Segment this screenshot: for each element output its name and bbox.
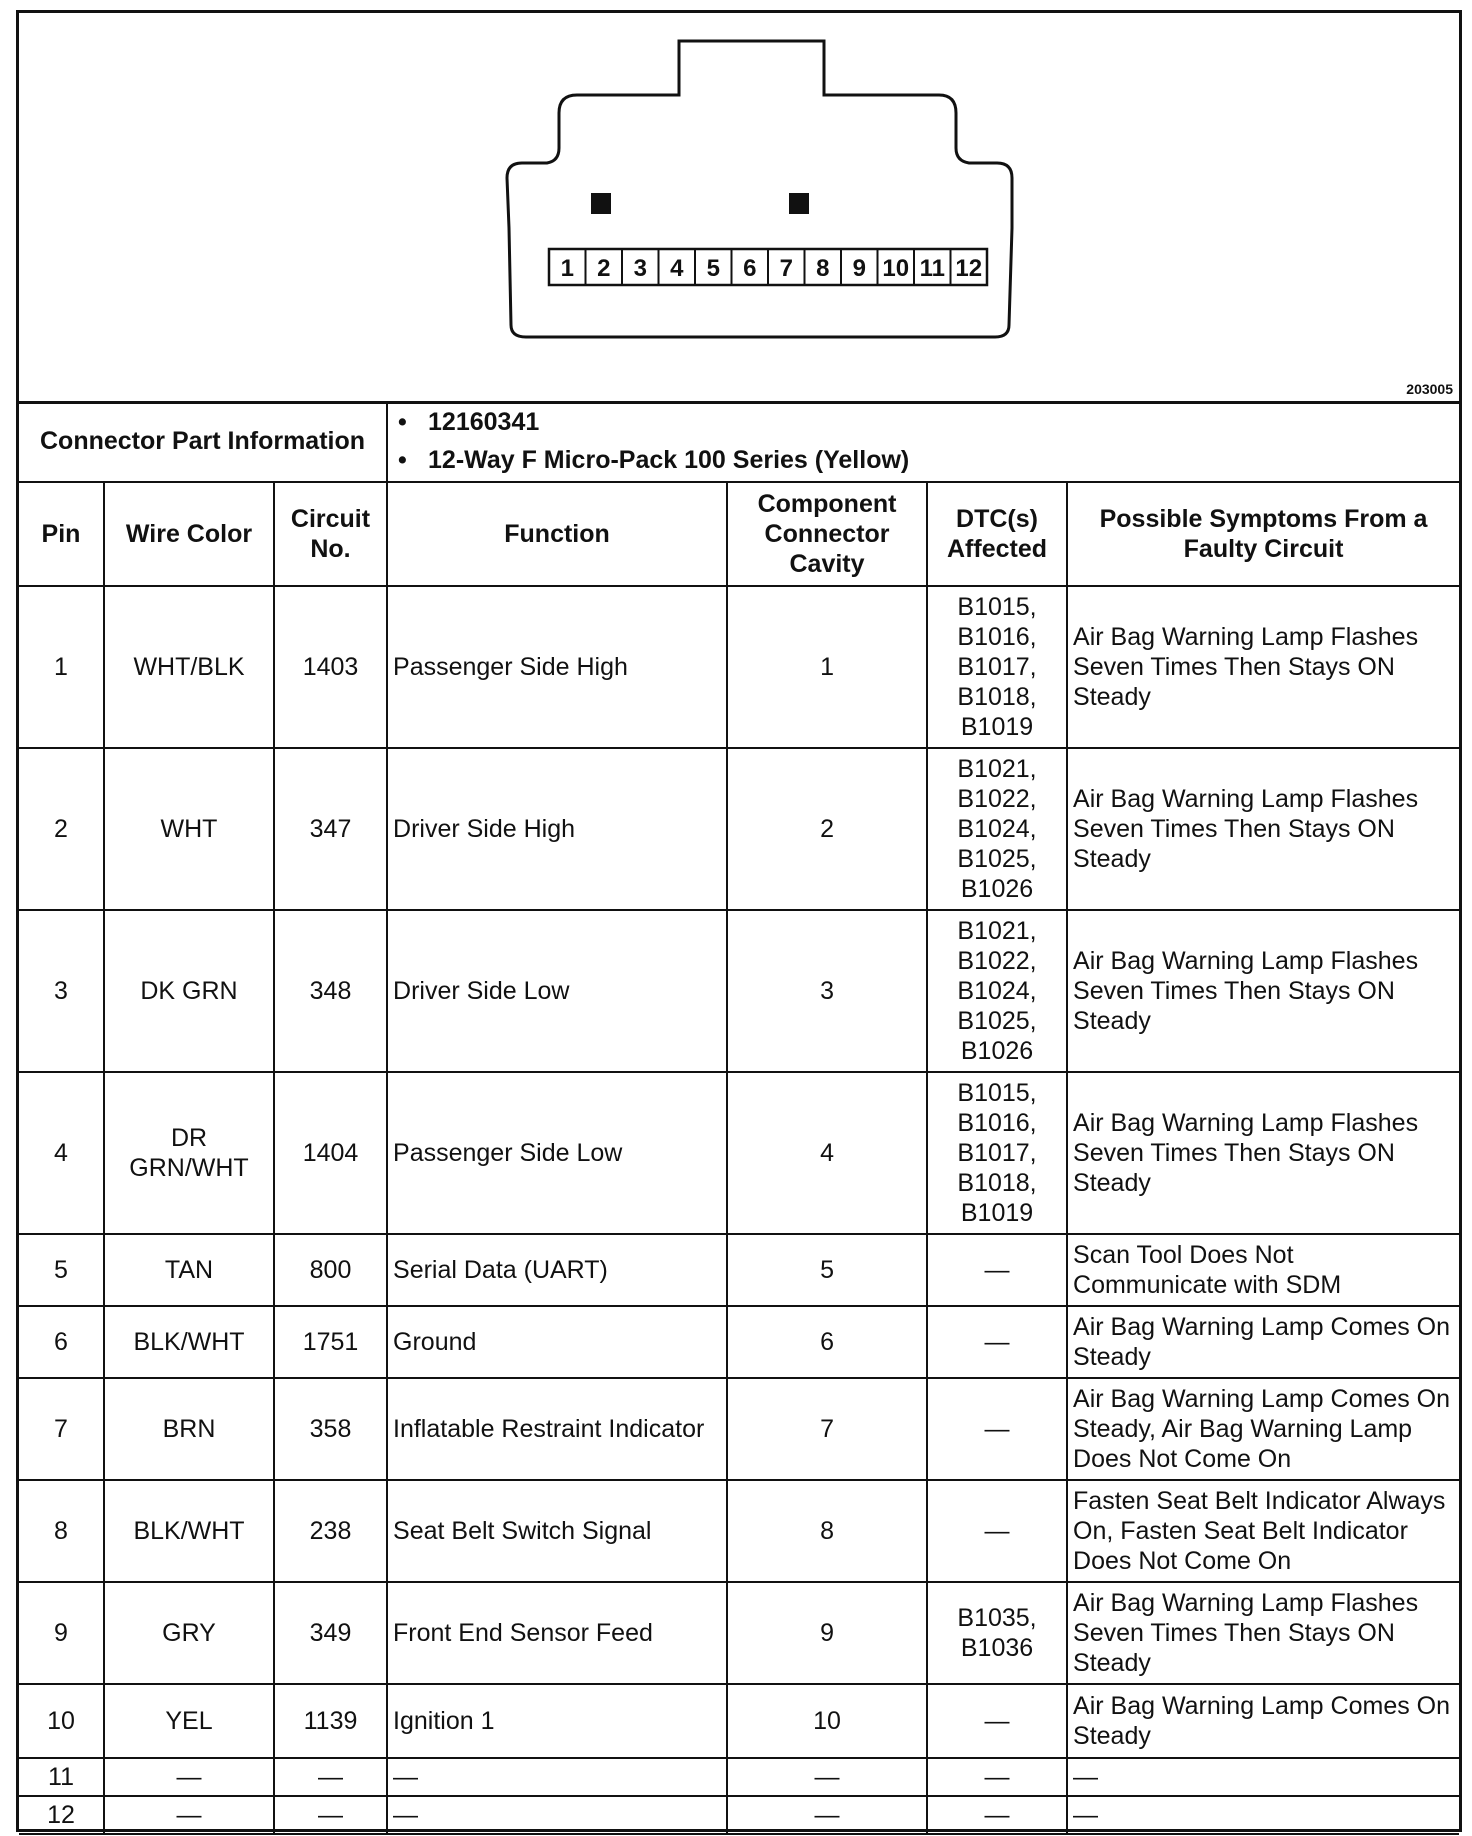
symptom-cell: Air Bag Warning Lamp Comes On Steady [1067, 1684, 1459, 1758]
pin-number-label: 10 [882, 255, 910, 282]
function-cell: Inflatable Restraint Indicator [387, 1378, 727, 1480]
circuit-no-cell: 800 [274, 1234, 387, 1306]
table-row [19, 1582, 1459, 1684]
dtc-cell: — [927, 1796, 1067, 1834]
polarization-key-left [591, 193, 611, 214]
circuit-no-cell: 1403 [274, 586, 387, 748]
wire-color-cell: — [104, 1758, 274, 1796]
header-dtc: DTC(s) Affected [927, 482, 1067, 586]
symptom-cell: Fasten Seat Belt Indicator Always On, Fasten Seat Belt Indicator Does Not Come On [1067, 1480, 1459, 1582]
pin-number-label: 11 [919, 255, 945, 282]
table-row [19, 1234, 1459, 1306]
pin-number-label: 2 [597, 255, 611, 282]
dtc-cell: B1021, B1022, B1024, B1025, B1026 [927, 910, 1067, 1072]
pin-cell-value: 7 [19, 1378, 104, 1480]
pin-cell-value: 8 [19, 1480, 104, 1582]
function-cell: Passenger Side High [387, 586, 727, 748]
cavity-cell: 5 [727, 1234, 927, 1306]
function-cell: Ground [387, 1306, 727, 1378]
cavity-cell: 10 [727, 1684, 927, 1758]
table-row [19, 1072, 1459, 1234]
dtc-cell: B1035, B1036 [927, 1582, 1067, 1684]
circuit-no-cell: 1751 [274, 1306, 387, 1378]
symptom-cell: — [1067, 1758, 1459, 1796]
pin-cell-value: 9 [19, 1582, 104, 1684]
polarization-key-right [789, 193, 809, 214]
function-cell: — [387, 1796, 727, 1834]
pin-number-label: 1 [560, 255, 574, 282]
table-row [19, 748, 1459, 910]
table-row [19, 910, 1459, 1072]
cavity-cell: — [727, 1796, 927, 1834]
wire-color-cell: TAN [104, 1234, 274, 1306]
header-function: Function [387, 482, 727, 586]
header-symptoms: Possible Symptoms From a Faulty Circuit [1067, 482, 1459, 586]
cavity-cell: 1 [727, 586, 927, 748]
cavity-cell: 9 [727, 1582, 927, 1684]
header-circuit-no: Circuit No. [274, 482, 387, 586]
connector-diagram [19, 13, 1459, 404]
dtc-cell: — [927, 1378, 1067, 1480]
pin-cell-value: 2 [19, 748, 104, 910]
symptom-cell: Air Bag Warning Lamp Flashes Seven Times Then Stays ON Steady [1067, 910, 1459, 1072]
function-cell: Front End Sensor Feed [387, 1582, 727, 1684]
table-row [19, 1480, 1459, 1582]
function-cell: Seat Belt Switch Signal [387, 1480, 727, 1582]
pin-number-label: 9 [852, 255, 866, 282]
header-pin: Pin [19, 482, 104, 586]
pin-cell-value: 1 [19, 586, 104, 748]
wire-color-cell: DR GRN/WHT [104, 1072, 274, 1234]
wire-color-cell: BRN [104, 1378, 274, 1480]
symptom-cell: Air Bag Warning Lamp Flashes Seven Times Then Stays ON Steady [1067, 586, 1459, 748]
circuit-no-cell: — [274, 1796, 387, 1834]
circuit-no-cell: 358 [274, 1378, 387, 1480]
pin-number-label: 5 [706, 255, 720, 282]
symptom-cell: Air Bag Warning Lamp Flashes Seven Times Then Stays ON Steady [1067, 748, 1459, 910]
pin-cell-value: 3 [19, 910, 104, 1072]
pin-cell-value: 11 [19, 1758, 104, 1796]
wire-color-cell: YEL [104, 1684, 274, 1758]
part-number: • 12160341 [428, 403, 1454, 441]
wire-color-cell: BLK/WHT [104, 1306, 274, 1378]
circuit-no-cell: 348 [274, 910, 387, 1072]
table-row [19, 586, 1459, 748]
symptom-cell: Scan Tool Does Not Communicate with SDM [1067, 1234, 1459, 1306]
pin-number-label: 8 [816, 255, 830, 282]
part-info-label: Connector Part Information [19, 401, 387, 482]
pin-cell-value: 10 [19, 1684, 104, 1758]
circuit-no-cell: 1404 [274, 1072, 387, 1234]
cavity-cell: 8 [727, 1480, 927, 1582]
wire-color-cell: BLK/WHT [104, 1480, 274, 1582]
wire-color-cell: GRY [104, 1582, 274, 1684]
function-cell: Serial Data (UART) [387, 1234, 727, 1306]
symptom-cell: Air Bag Warning Lamp Comes On Steady, Air Bag Warning Lamp Does Not Come On [1067, 1378, 1459, 1480]
function-cell: Ignition 1 [387, 1684, 727, 1758]
connector-body-outline [507, 41, 1012, 337]
cavity-cell: 2 [727, 748, 927, 910]
cavity-cell: 3 [727, 910, 927, 1072]
dtc-cell: — [927, 1234, 1067, 1306]
function-cell: — [387, 1758, 727, 1796]
pin-cell-value: 4 [19, 1072, 104, 1234]
pin-strip [549, 249, 987, 285]
symptom-cell: Air Bag Warning Lamp Flashes Seven Times Then Stays ON Steady [1067, 1582, 1459, 1684]
symptom-cell: Air Bag Warning Lamp Flashes Seven Times Then Stays ON Steady [1067, 1072, 1459, 1234]
function-cell: Driver Side Low [387, 910, 727, 1072]
wire-color-cell: DK GRN [104, 910, 274, 1072]
function-cell: Passenger Side Low [387, 1072, 727, 1234]
table-row [19, 1758, 1459, 1796]
pin-number-label: 12 [955, 255, 983, 282]
circuit-no-cell: 347 [274, 748, 387, 910]
column-header-row [19, 482, 1459, 586]
connector-sheet [16, 10, 1462, 1832]
dtc-cell: B1015, B1016, B1017, B1018, B1019 [927, 1072, 1067, 1234]
cavity-cell: — [727, 1758, 927, 1796]
pin-number-label: 6 [743, 255, 757, 282]
pin-cell-value: 6 [19, 1306, 104, 1378]
wire-color-cell: — [104, 1796, 274, 1834]
dtc-cell: — [927, 1306, 1067, 1378]
connector-type: • 12-Way F Micro-Pack 100 Series (Yellow) [428, 441, 1454, 479]
dtc-cell: B1021, B1022, B1024, B1025, B1026 [927, 748, 1067, 910]
cavity-cell: 6 [727, 1306, 927, 1378]
table-row [19, 1796, 1459, 1834]
dtc-cell: — [927, 1758, 1067, 1796]
pin-number-label: 7 [779, 255, 793, 282]
wire-color-cell: WHT/BLK [104, 586, 274, 748]
pin-cell-value: 12 [19, 1796, 104, 1834]
part-info-values [387, 401, 1459, 482]
circuit-no-cell: 349 [274, 1582, 387, 1684]
symptom-cell: Air Bag Warning Lamp Comes On Steady [1067, 1306, 1459, 1378]
table-row [19, 1684, 1459, 1758]
circuit-no-cell: 1139 [274, 1684, 387, 1758]
header-cavity: Component Connector Cavity [727, 482, 927, 586]
pinout-table [19, 401, 1459, 1835]
table-row [19, 1378, 1459, 1480]
pin-cell-value: 5 [19, 1234, 104, 1306]
function-cell: Driver Side High [387, 748, 727, 910]
connector-face-drawing [19, 13, 1459, 401]
circuit-no-cell: 238 [274, 1480, 387, 1582]
pin-number-label: 4 [670, 255, 684, 282]
dtc-cell: — [927, 1480, 1067, 1582]
figure-id: 203005 [1406, 381, 1453, 397]
part-info-row [19, 401, 1459, 482]
header-wire-color: Wire Color [104, 482, 274, 586]
wire-color-cell: WHT [104, 748, 274, 910]
cavity-cell: 4 [727, 1072, 927, 1234]
dtc-cell: — [927, 1684, 1067, 1758]
symptom-cell: — [1067, 1796, 1459, 1834]
dtc-cell: B1015, B1016, B1017, B1018, B1019 [927, 586, 1067, 748]
cavity-cell: 7 [727, 1378, 927, 1480]
circuit-no-cell: — [274, 1758, 387, 1796]
pin-number-label: 3 [633, 255, 647, 282]
table-row [19, 1306, 1459, 1378]
